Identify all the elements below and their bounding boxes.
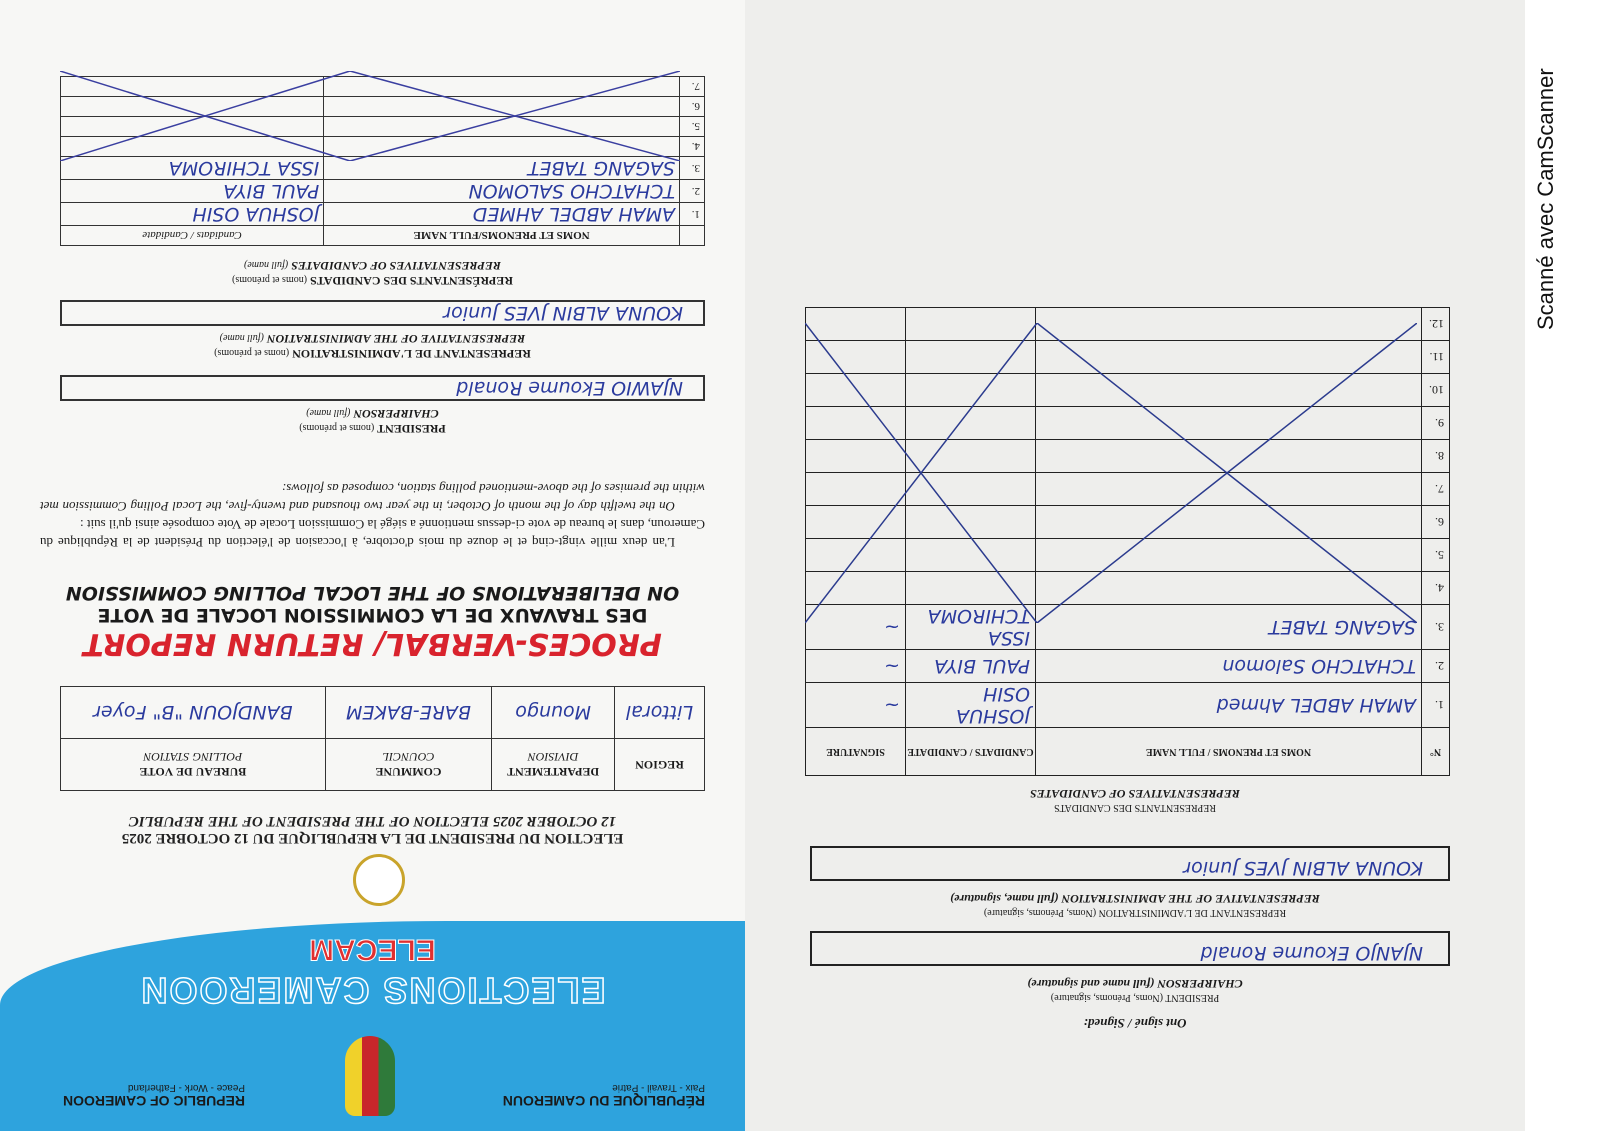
admin-signature-field: KOUNA ALBIN JVES Junior [810,846,1450,881]
election-seal-icon [353,854,405,906]
region-value: Littoral [615,687,705,739]
table-row: 12. [806,308,1450,341]
left-page [0,0,745,1131]
table-row: 6. [806,506,1450,539]
table-row: 2. TCHATCHO SALOMON PAUL BIYA [61,180,705,203]
president-label: PRESIDENT (Noms, Prénoms, signature) CHAIRPERSON (full name and signature) [1027,977,1243,1003]
signed-label: Ont signé / Signed: [1083,1016,1187,1031]
table-row: 4. [806,572,1450,605]
org-title: ELECTIONS CAMEROON [139,970,606,1011]
council-value: BARE-BAKEM [325,687,491,739]
admin-label: REPRESENTANT DE L'ADMINISTRATION (Noms, Prénoms, signature) REPRESENTATIVE OF THE ADMINISTRATION (full name, signature) [950,892,1320,918]
election-title: ELECTION DU PRESIDENT DE LA REPUBLIQUE DU 12 OCTOBRE 2025 12 OCTOBER 2025 ELECTION OF THE PRESIDENT OF THE REPUBLIC [121,813,624,846]
table-row: 5. [806,539,1450,572]
table-row: 11. [806,341,1450,374]
table-row: 6. [61,97,705,117]
right-page [745,0,1525,1131]
table-row: 5. [61,117,705,137]
table-row: 4. [61,137,705,157]
table-row: 1. AMAH ABDEL Ahmed JOSHUA OSIH ~ [806,683,1450,728]
polling-station-value: BANDJOUN "B" Foyer [61,687,326,739]
president-signature-field: NJANJO Ekoume Ronald [810,931,1450,966]
republic-fr: RÉPUBLIQUE DU CAMEROUN Paix - Travail - Patrie [502,1082,705,1109]
camscanner-watermark: Scanné avec CamScanner [1525,0,1600,1131]
reps-label: REPRESENTANTS DES CANDIDATS REPRESENTATIVES OF CANDIDATES [1030,787,1240,813]
table-row: 7. [61,77,705,97]
table-row: 10. [806,374,1450,407]
candidate-signatures-table: N° NOMS ET PRENOMS / FULL NAME CANDIDATS / CANDIDATE SIGNATURE 1. AMAH ABDEL Ahmed JOSHUA OSIH ~ 2. TCHATCHO Salomon PAUL BIYA ~ 3. SAGANG TABET ISSA TCHIROMA ~ 4. 5. 6. 7. 8. 9. 10. 11. 12. [805,307,1450,776]
report-title: PROCES-VERBAL/ RETURN REPORT DES TRAVAUX DE LA COMMISSION LOCALE DE VOTE ON DELIBERATIONS OF THE LOCAL POLLING COMMISSION [65,582,680,661]
org-acronym: ELECAM [309,933,436,966]
table-row: 2. TCHATCHO Salomon PAUL BIYA ~ [806,650,1450,683]
table-row: 1. AMAH ABDEL AHMED JOSHUA OSIH [61,203,705,226]
admin-label: REPRESENTANT DE L'ADMINISTRATION (noms et prénoms) REPRESENTATIVE OF THE ADMINISTRATION (full name) [214,332,531,361]
reps-label: REPRÉSENTANTS DES CANDIDATS (noms et prénoms) REPRESENTATIVES OF CANDIDATES (full name) [232,259,513,288]
crossed-out-rows-icon [60,71,680,161]
admin-name-field: KOUNA ALBIN JVES Junior [60,300,705,326]
preamble: L'an deux mille vingt-cinq et le douze du mois d'octobre, à l'occasion de l'élection du Président de la République du Cameroun, dans le bureau de vote ci-dessus mentionné a siégé la Commission Locale de Vote composée ainsi qu'il suit : On the twelfth day of the month of October, in the year two thousand and twenty-five, the Local Polling Commission met within the premises of the above-mentioned polling station, composed as follows: [40,481,705,550]
location-table: REGION DEPARTEMENT DIVISION COMMUNE COUNCIL BUREAU DE VOTE POLLING STATION Littoral Moungo BARE-BAKEM BANDJOUN "B" Foyer [60,686,705,791]
president-name-field: NJAWIO Ekoume Ronald [60,375,705,401]
crossed-out-rows-icon [805,323,1417,623]
table-row: 9. [806,407,1450,440]
president-label: PRESIDENT (noms et prénoms) CHAIRPERSON (full name) [299,407,446,436]
division-value: Moungo [492,687,615,739]
coat-of-arms-icon [345,1036,395,1116]
table-row: 3. SAGANG TABET ISSA TCHIROMA ~ [806,605,1450,650]
table-row: 3. SAGANG TABET ISSA TCHIROMA [61,157,705,180]
republic-en: REPUBLIC OF CAMEROON Peace - Work - Fatherland [63,1082,245,1109]
candidate-reps-table: NOMS ET PRENOMS/FULL NAME Candidats / Candidate 1. AMAH ABDEL AHMED JOSHUA OSIH 2. TCHATCHO SALOMON PAUL BIYA 3. SAGANG TABET ISSA TCHIROMA 4. 5. 6. 7. [60,76,705,246]
table-row: 8. [806,440,1450,473]
table-row: 7. [806,473,1450,506]
